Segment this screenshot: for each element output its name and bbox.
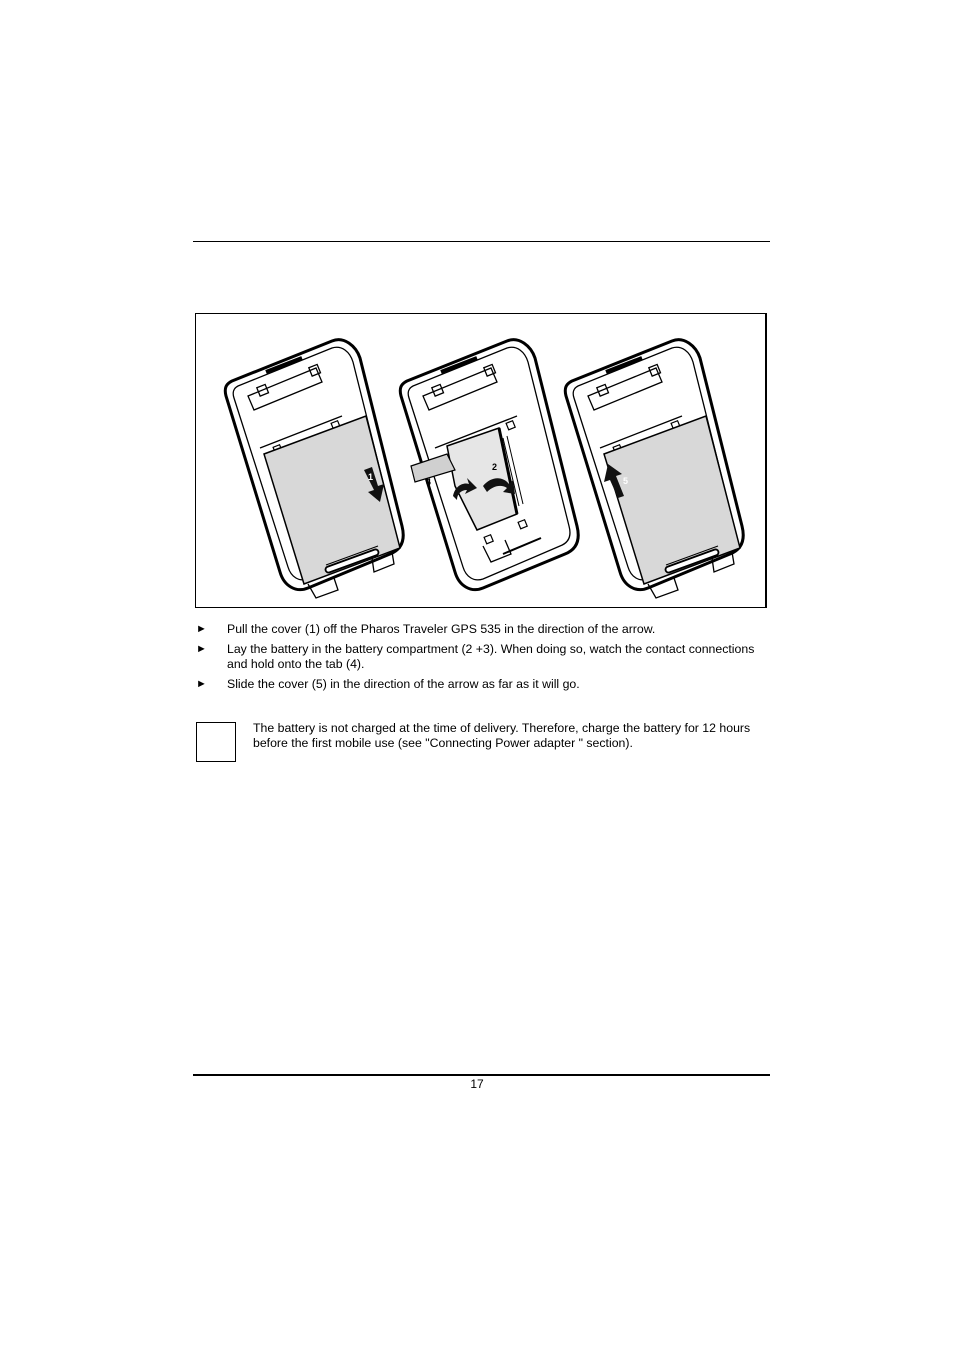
step-text: Lay the battery in the battery compartment (2 +3). When doing so, watch the contact connections and hold onto the tab (4). [227, 642, 755, 671]
step-3 [196, 677, 756, 692]
arrow-bullet-icon: ► [196, 623, 207, 635]
step-1 [196, 622, 756, 637]
page-number: 17 [470, 1077, 484, 1091]
step-text: Slide the cover (5) in the direction of the arrow as far as it will go. [227, 677, 580, 691]
step-2 [196, 642, 756, 672]
callout-4: 4 [426, 477, 432, 487]
note-icon [196, 722, 236, 762]
step-text: Pull the cover (1) off the Pharos Traveler GPS 535 in the direction of the arrow. [227, 622, 656, 636]
footer-rule [193, 1074, 770, 1076]
callout-5: 5 [623, 476, 629, 486]
arrow-bullet-icon: ► [196, 643, 207, 655]
callout-2: 2 [492, 462, 498, 472]
note-text: The battery is not charged at the time of delivery. Therefore, charge the battery for 12 hours before the first mobile use (see "Connecting Power adapter " section). [253, 721, 751, 750]
arrow-bullet-icon: ► [196, 678, 207, 690]
header-rule [193, 241, 770, 242]
battery-installation-illustration [196, 314, 766, 607]
instruction-steps [196, 622, 756, 697]
callout-1: 1 [368, 472, 374, 482]
battery-installation-figure [195, 313, 767, 608]
